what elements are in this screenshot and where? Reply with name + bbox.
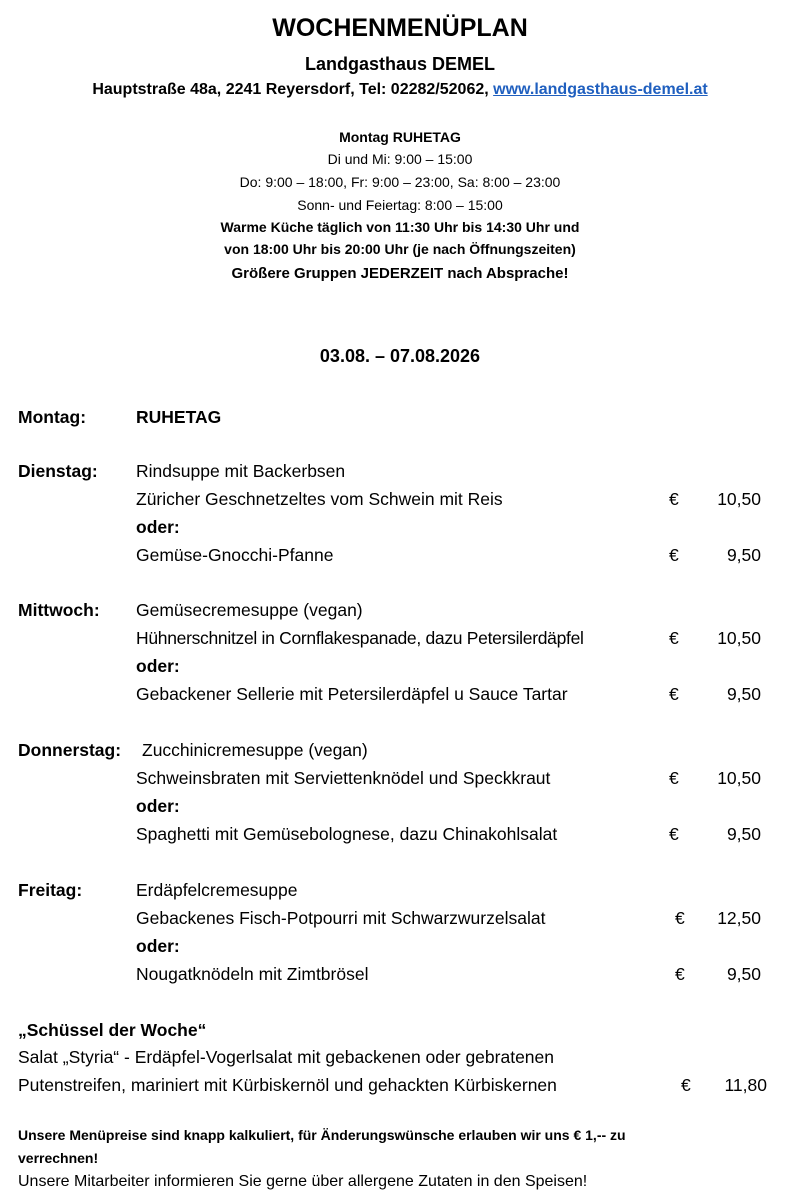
currency-symbol: € xyxy=(669,684,679,704)
day-label-donnerstag: Donnerstag: xyxy=(18,740,122,760)
currency-symbol: € xyxy=(675,964,685,984)
currency-symbol: € xyxy=(681,1075,691,1095)
montag-closed: RUHETAG xyxy=(136,407,222,427)
donnerstag-dish-2: Spaghetti mit Gemüsebolognese, dazu Chinakohlsalat xyxy=(136,824,558,844)
hours-tue-wed: Di und Mi: 9:00 – 15:00 xyxy=(327,151,473,167)
groups-note: Größere Gruppen JEDERZEIT nach Absprache! xyxy=(231,265,569,282)
currency-symbol: € xyxy=(669,768,679,788)
bowl-price: 11,80 xyxy=(724,1075,767,1095)
oder-label: oder: xyxy=(136,796,180,816)
freitag-dish-1: Gebackenes Fisch-Potpourri mit Schwarzwurzelsalat xyxy=(136,908,546,928)
dienstag-price-2: 9,50 xyxy=(726,545,761,565)
mittwoch-soup: Gemüsecremesuppe (vegan) xyxy=(136,600,363,620)
hours-thu-sat: Do: 9:00 – 18:00, Fr: 9:00 – 23:00, Sa: 8:00 – 23:00 xyxy=(239,174,561,190)
price-note-1: Unsere Menüpreise sind knapp kalkuliert, für Änderungswünsche erlauben wir uns € 1,-- zu xyxy=(18,1127,626,1143)
dienstag-soup: Rindsuppe mit Backerbsen xyxy=(136,461,346,481)
week-range: 03.08. – 07.08.2026 xyxy=(319,346,481,366)
bowl-line-1: Salat „Styria“ - Erdäpfel-Vogerlsalat mit gebackenen oder gebratenen xyxy=(18,1047,554,1067)
currency-symbol: € xyxy=(669,824,679,844)
kitchen-hours-2: von 18:00 Uhr bis 20:00 Uhr (je nach Öffnungszeiten) xyxy=(224,241,576,257)
address-line xyxy=(0,81,800,99)
donnerstag-price-2: 9,50 xyxy=(726,824,761,844)
day-label-montag: Montag: xyxy=(18,407,87,427)
day-label-freitag: Freitag: xyxy=(18,880,83,900)
hours-sunday: Sonn- und Feiertag: 8:00 – 15:00 xyxy=(297,197,503,213)
day-label-mittwoch: Mittwoch: xyxy=(18,600,100,620)
dienstag-price-1: 10,50 xyxy=(717,489,761,509)
currency-symbol: € xyxy=(669,628,679,648)
restaurant-name: Landgasthaus DEMEL xyxy=(304,54,496,74)
mittwoch-price-1: 10,50 xyxy=(717,628,761,648)
freitag-dish-2: Nougatknödeln mit Zimtbrösel xyxy=(136,964,369,984)
freitag-soup: Erdäpfelcremesuppe xyxy=(136,880,298,900)
donnerstag-soup: Zucchinicremesuppe (vegan) xyxy=(142,740,368,760)
address-text: Hauptstraße 48a, 2241 Reyersdorf, Tel: 02282/52062, xyxy=(92,81,494,98)
oder-label: oder: xyxy=(136,517,180,537)
hours-closed-day: Montag RUHETAG xyxy=(339,129,461,145)
allergen-note: Unsere Mitarbeiter informieren Sie gerne über allergene Zutaten in den Speisen! xyxy=(18,1173,588,1190)
mittwoch-price-2: 9,50 xyxy=(726,684,761,704)
mittwoch-dish-1: Hühnerschnitzel in Cornflakespanade, dazu Petersilerdäpfel xyxy=(136,628,584,648)
oder-label: oder: xyxy=(136,656,180,676)
oder-label: oder: xyxy=(136,936,180,956)
kitchen-hours-1: Warme Küche täglich von 11:30 Uhr bis 14:30 Uhr und xyxy=(220,219,580,235)
dienstag-dish-1: Züricher Geschnetzeltes vom Schwein mit Reis xyxy=(136,489,503,509)
bowl-title: „Schüssel der Woche“ xyxy=(18,1020,207,1040)
currency-symbol: € xyxy=(669,489,679,509)
page-title: WOCHENMENÜPLAN xyxy=(272,14,528,42)
bowl-line-2: Putenstreifen, mariniert mit Kürbiskernöl und gehackten Kürbiskernen xyxy=(18,1075,557,1095)
mittwoch-dish-2: Gebackener Sellerie mit Petersilerdäpfel u Sauce Tartar xyxy=(136,684,568,704)
freitag-price-1: 12,50 xyxy=(717,908,761,928)
website-link[interactable]: www.landgasthaus-demel.at xyxy=(493,81,708,98)
day-label-dienstag: Dienstag: xyxy=(18,461,98,481)
dienstag-dish-2: Gemüse-Gnocchi-Pfanne xyxy=(136,545,334,565)
price-note-2: verrechnen! xyxy=(18,1150,99,1166)
currency-symbol: € xyxy=(675,908,685,928)
donnerstag-dish-1: Schweinsbraten mit Serviettenknödel und Speckkraut xyxy=(136,768,551,788)
freitag-price-2: 9,50 xyxy=(726,964,761,984)
currency-symbol: € xyxy=(669,545,679,565)
donnerstag-price-1: 10,50 xyxy=(717,768,761,788)
